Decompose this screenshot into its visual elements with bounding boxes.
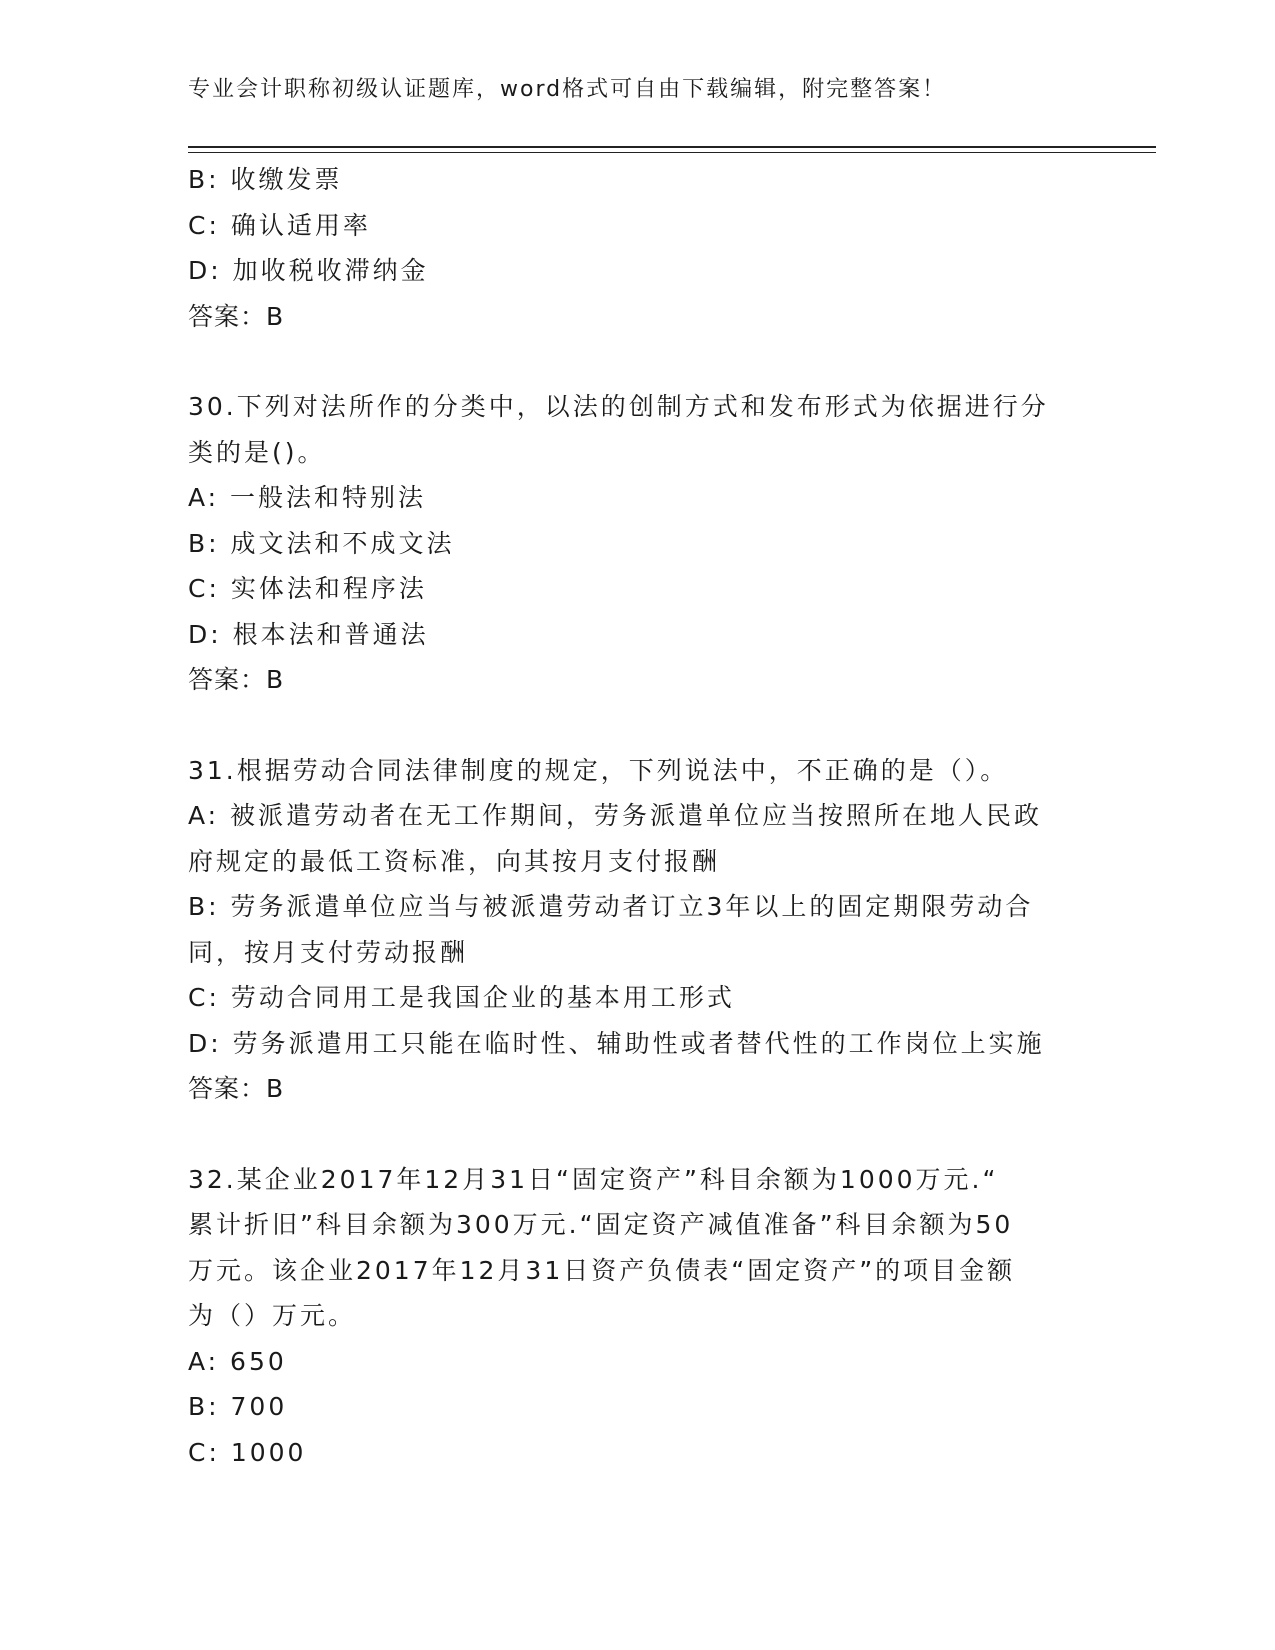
question-text: 万元。该企业2017年12月31日资产负债表“固定资产”的项目金额 <box>188 1255 1016 1285</box>
question-text: 32.某企业2017年12月31日“固定资产”科目余额为1000万元.“ <box>188 1164 999 1194</box>
option-b: B: 成文法和不成文法 <box>188 528 455 558</box>
option-d: D: 根本法和普通法 <box>188 619 429 649</box>
spacer <box>188 339 1088 384</box>
question-text: 累计折旧”科目余额为300万元.“固定资产减值准备”科目余额为50 <box>188 1210 1014 1239</box>
option-d: D: 加收税收滞纳金 <box>188 256 429 285</box>
document-body <box>188 157 1088 1475</box>
option-a: A: 被派遣劳动者在无工作期间，劳务派遣单位应当按照所在地人民政 <box>188 801 1043 830</box>
option-c: C: 实体法和程序法 <box>188 574 427 603</box>
question-text: 30.下列对法所作的分类中，以法的创制方式和发布形式为依据进行分 <box>188 392 1049 421</box>
option-c: C: 确认适用率 <box>188 210 371 240</box>
spacer <box>188 1112 1088 1157</box>
question-text: 为（）万元。 <box>188 1301 357 1330</box>
option-a: A: 650 <box>188 1346 287 1376</box>
question-text: 31.根据劳动合同法律制度的规定，下列说法中，不正确的是（）。 <box>188 755 1009 785</box>
option-c: C: 劳动合同用工是我国企业的基本用工形式 <box>188 983 735 1012</box>
question-30 <box>188 384 1088 703</box>
question-32 <box>188 1157 1088 1476</box>
answer: 答案：B <box>188 665 285 694</box>
answer: 答案：B <box>188 1074 285 1103</box>
option-b-continued: 同，按月支付劳动报酬 <box>188 937 469 967</box>
option-b: B: 收缴发票 <box>188 165 343 194</box>
answer: 答案：B <box>188 301 285 331</box>
page-header: 专业会计职称初级认证题库，word格式可自由下载编辑，附完整答案！ <box>188 77 947 102</box>
option-a: A: 一般法和特别法 <box>188 483 427 512</box>
option-b: B: 700 <box>188 1392 288 1421</box>
option-b: B: 劳务派遣单位应当与被派遣劳动者订立3年以上的固定期限劳动合 <box>188 892 1034 921</box>
header-divider <box>188 146 1156 153</box>
question-text: 类的是()。 <box>188 437 326 467</box>
question-31 <box>188 748 1088 1112</box>
question-29-tail <box>188 157 1088 339</box>
spacer <box>188 703 1088 748</box>
option-c: C: 1000 <box>188 1437 307 1467</box>
option-d: D: 劳务派遣用工只能在临时性、辅助性或者替代性的工作岗位上实施 <box>188 1028 1045 1058</box>
option-a-continued: 府规定的最低工资标准，向其按月支付报酬 <box>188 846 721 876</box>
